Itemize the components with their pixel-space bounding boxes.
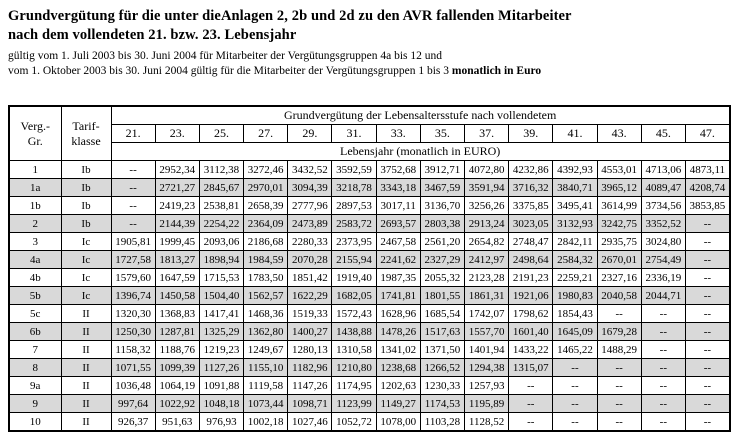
salary-value-cell: 1798,62 xyxy=(509,305,553,323)
table-row xyxy=(9,395,730,413)
salary-value-cell: 1628,96 xyxy=(376,305,420,323)
salary-value-cell: 1679,28 xyxy=(597,323,641,341)
salary-value-cell: -- xyxy=(641,341,685,359)
salary-value-cell: 2970,01 xyxy=(244,179,288,197)
salary-value-cell: -- xyxy=(509,395,553,413)
salary-table-header xyxy=(9,106,730,161)
salary-value-cell: -- xyxy=(685,413,729,432)
salary-value-cell: -- xyxy=(641,359,685,377)
tarifklasse-cell: Ib xyxy=(61,179,111,197)
salary-value-cell: 1174,95 xyxy=(332,377,376,395)
salary-value-cell: 1202,63 xyxy=(376,377,420,395)
salary-value-cell: 2561,20 xyxy=(420,233,464,251)
salary-value-cell: 2070,28 xyxy=(288,251,332,269)
salary-value-cell: 1098,71 xyxy=(288,395,332,413)
salary-value-cell: 3017,11 xyxy=(376,197,420,215)
salary-value-cell: 1813,27 xyxy=(155,251,199,269)
salary-value-cell: 1647,59 xyxy=(155,269,199,287)
salary-value-cell: 2803,38 xyxy=(420,215,464,233)
verg-gr-cell: 2 xyxy=(9,215,61,233)
salary-value-cell: 1984,59 xyxy=(244,251,288,269)
verg-gr-cell: 1 xyxy=(9,161,61,179)
salary-value-cell: 1465,22 xyxy=(553,341,597,359)
verg-gr-cell: 9 xyxy=(9,395,61,413)
verg-gr-cell: 6b xyxy=(9,323,61,341)
salary-value-cell: 1249,67 xyxy=(244,341,288,359)
verg-gr-cell: 5b xyxy=(9,287,61,305)
salary-value-cell: 1127,26 xyxy=(199,359,243,377)
col-group-subheader: Lebensjahr (monatlich in EURO) xyxy=(111,143,730,161)
salary-value-cell: 2777,96 xyxy=(288,197,332,215)
validity-note-line2-bold: monatlich in Euro xyxy=(451,65,542,77)
salary-value-cell: -- xyxy=(509,413,553,432)
salary-value-cell: 1362,80 xyxy=(244,323,288,341)
salary-value-cell: 2241,62 xyxy=(376,251,420,269)
tarifklasse-cell: Ib xyxy=(61,161,111,179)
validity-note xyxy=(8,49,729,79)
salary-value-cell: 1119,58 xyxy=(244,377,288,395)
validity-note-line2-text: vom 1. Oktober 2003 bis 30. Juni 2004 gültig für die Mitarbeiter der Vergütungsgruppen 1 bis 3 xyxy=(8,65,452,77)
salary-value-cell: 1147,26 xyxy=(288,377,332,395)
salary-value-cell: 1682,05 xyxy=(332,287,376,305)
salary-value-cell: 2538,81 xyxy=(199,197,243,215)
salary-value-cell: 3094,39 xyxy=(288,179,332,197)
salary-value-cell: 1854,43 xyxy=(553,305,597,323)
table-row xyxy=(9,413,730,432)
salary-value-cell: 1128,52 xyxy=(465,413,509,432)
salary-value-cell: -- xyxy=(553,413,597,432)
tarifklasse-cell: Ib xyxy=(61,215,111,233)
salary-value-cell: 1238,68 xyxy=(376,359,420,377)
salary-value-cell: 3614,99 xyxy=(597,197,641,215)
salary-value-cell: 2254,22 xyxy=(199,215,243,233)
salary-value-cell: 3256,26 xyxy=(465,197,509,215)
salary-value-cell: 1488,29 xyxy=(597,341,641,359)
salary-value-cell: 2044,71 xyxy=(641,287,685,305)
salary-value-cell: -- xyxy=(685,233,729,251)
salary-value-cell: 4232,86 xyxy=(509,161,553,179)
salary-value-cell: 1919,40 xyxy=(332,269,376,287)
salary-value-cell: 3375,85 xyxy=(509,197,553,215)
salary-value-cell: 1155,10 xyxy=(244,359,288,377)
salary-value-cell: 1861,31 xyxy=(465,287,509,305)
age-col-header: 31. xyxy=(332,125,376,143)
verg-gr-header-line2: Gr. xyxy=(27,133,43,148)
salary-value-cell: 3716,32 xyxy=(509,179,553,197)
salary-value-cell: 951,63 xyxy=(155,413,199,432)
salary-value-cell: 1230,33 xyxy=(420,377,464,395)
salary-value-cell: 1980,83 xyxy=(553,287,597,305)
salary-value-cell: 2373,95 xyxy=(332,233,376,251)
salary-value-cell: 1052,72 xyxy=(332,413,376,432)
salary-value-cell: -- xyxy=(685,305,729,323)
verg-gr-cell: 4b xyxy=(9,269,61,287)
salary-value-cell: 1433,22 xyxy=(509,341,553,359)
salary-value-cell: 2412,97 xyxy=(465,251,509,269)
salary-value-cell: 1123,99 xyxy=(332,395,376,413)
salary-value-cell: 2658,39 xyxy=(244,197,288,215)
col-group-header: Grundvergütung der Lebensaltersstufe nach vollendetem xyxy=(111,106,730,125)
salary-value-cell: 1294,38 xyxy=(465,359,509,377)
salary-value-cell: 3024,80 xyxy=(641,233,685,251)
verg-gr-cell: 1a xyxy=(9,179,61,197)
salary-value-cell: 1280,13 xyxy=(288,341,332,359)
salary-value-cell: -- xyxy=(597,377,641,395)
table-row xyxy=(9,377,730,395)
salary-value-cell: 3495,41 xyxy=(553,197,597,215)
salary-value-cell: 1579,60 xyxy=(111,269,155,287)
salary-value-cell: -- xyxy=(641,323,685,341)
page-title-line2: nach dem vollendeten 21. bzw. 23. Lebensjahr xyxy=(8,27,297,43)
salary-value-cell: 1557,70 xyxy=(465,323,509,341)
salary-value-cell: 3023,05 xyxy=(509,215,553,233)
verg-gr-cell: 10 xyxy=(9,413,61,432)
salary-value-cell: 2654,82 xyxy=(465,233,509,251)
salary-value-cell: -- xyxy=(553,377,597,395)
salary-value-cell: 1266,52 xyxy=(420,359,464,377)
salary-value-cell: 3218,78 xyxy=(332,179,376,197)
salary-value-cell: 2336,19 xyxy=(641,269,685,287)
verg-gr-cell: 3 xyxy=(9,233,61,251)
salary-value-cell: 3840,71 xyxy=(553,179,597,197)
age-col-header: 25. xyxy=(199,125,243,143)
salary-value-cell: 1898,94 xyxy=(199,251,243,269)
age-col-header: 45. xyxy=(641,125,685,143)
salary-value-cell: 2093,06 xyxy=(199,233,243,251)
salary-value-cell: 1091,88 xyxy=(199,377,243,395)
salary-value-cell: 1438,88 xyxy=(332,323,376,341)
salary-value-cell: 2144,39 xyxy=(155,215,199,233)
salary-value-cell: 976,93 xyxy=(199,413,243,432)
salary-value-cell: 3734,56 xyxy=(641,197,685,215)
age-col-header: 29. xyxy=(288,125,332,143)
salary-value-cell: 4873,11 xyxy=(685,161,729,179)
salary-value-cell: 1400,27 xyxy=(288,323,332,341)
salary-value-cell: 2055,32 xyxy=(420,269,464,287)
salary-value-cell: 4208,74 xyxy=(685,179,729,197)
salary-value-cell: 1715,53 xyxy=(199,269,243,287)
salary-value-cell: 1371,50 xyxy=(420,341,464,359)
salary-value-cell: 2327,16 xyxy=(597,269,641,287)
table-row xyxy=(9,197,730,215)
verg-gr-header-line1: Verg.- xyxy=(20,118,50,133)
age-col-header: 27. xyxy=(244,125,288,143)
tarifklasse-header xyxy=(61,106,111,161)
salary-value-cell: 2155,94 xyxy=(332,251,376,269)
salary-value-cell: 2191,23 xyxy=(509,269,553,287)
salary-value-cell: 1783,50 xyxy=(244,269,288,287)
salary-value-cell: 3467,59 xyxy=(420,179,464,197)
age-header-row xyxy=(9,125,730,143)
tarifklasse-cell: II xyxy=(61,341,111,359)
salary-value-cell: 1921,06 xyxy=(509,287,553,305)
salary-value-cell: -- xyxy=(597,395,641,413)
salary-value-cell: 3272,46 xyxy=(244,161,288,179)
salary-value-cell: 1158,32 xyxy=(111,341,155,359)
age-col-header: 21. xyxy=(111,125,155,143)
table-row xyxy=(9,215,730,233)
salary-value-cell: 1257,93 xyxy=(465,377,509,395)
salary-value-cell: 2845,67 xyxy=(199,179,243,197)
salary-value-cell: 1315,07 xyxy=(509,359,553,377)
salary-value-cell: -- xyxy=(685,287,729,305)
salary-value-cell: 926,37 xyxy=(111,413,155,432)
salary-value-cell: 3112,38 xyxy=(199,161,243,179)
salary-value-cell: 3136,70 xyxy=(420,197,464,215)
salary-value-cell: 1174,53 xyxy=(420,395,464,413)
tarifklasse-cell: II xyxy=(61,377,111,395)
salary-value-cell: 1368,83 xyxy=(155,305,199,323)
salary-value-cell: 1622,29 xyxy=(288,287,332,305)
salary-value-cell: 2584,32 xyxy=(553,251,597,269)
salary-value-cell: -- xyxy=(553,359,597,377)
salary-value-cell: -- xyxy=(641,413,685,432)
salary-value-cell: 1396,74 xyxy=(111,287,155,305)
salary-value-cell: -- xyxy=(685,377,729,395)
salary-value-cell: 997,64 xyxy=(111,395,155,413)
salary-value-cell: 2748,47 xyxy=(509,233,553,251)
salary-value-cell: -- xyxy=(685,341,729,359)
table-row xyxy=(9,305,730,323)
salary-value-cell: -- xyxy=(685,323,729,341)
page-title-line1: Grundvergütung für die unter dieAnlagen 2, 2b und 2d zu den AVR fallenden Mitarbeiter xyxy=(8,8,572,24)
salary-value-cell: -- xyxy=(111,161,155,179)
salary-value-cell: 3752,68 xyxy=(376,161,420,179)
salary-value-cell: 1022,92 xyxy=(155,395,199,413)
salary-value-cell: -- xyxy=(685,395,729,413)
tarifklasse-header-line2: klasse xyxy=(71,133,101,148)
salary-value-cell: 3591,94 xyxy=(465,179,509,197)
salary-value-cell: 1048,18 xyxy=(199,395,243,413)
salary-value-cell: 1450,58 xyxy=(155,287,199,305)
salary-value-cell: 1195,89 xyxy=(465,395,509,413)
salary-value-cell: 1905,81 xyxy=(111,233,155,251)
tarifklasse-cell: Ic xyxy=(61,233,111,251)
salary-value-cell: 3853,85 xyxy=(685,197,729,215)
salary-value-cell: 1149,27 xyxy=(376,395,420,413)
salary-value-cell: 1999,45 xyxy=(155,233,199,251)
salary-value-cell: 1071,55 xyxy=(111,359,155,377)
salary-value-cell: 4089,47 xyxy=(641,179,685,197)
salary-value-cell: -- xyxy=(111,215,155,233)
salary-value-cell: 1801,55 xyxy=(420,287,464,305)
validity-note-line2 xyxy=(8,64,729,79)
salary-value-cell: 1219,23 xyxy=(199,341,243,359)
page-title xyxy=(8,7,729,45)
salary-value-cell: -- xyxy=(597,359,641,377)
tarifklasse-cell: Ib xyxy=(61,197,111,215)
tarifklasse-header-line1: Tarif- xyxy=(72,118,100,133)
tarifklasse-cell: II xyxy=(61,395,111,413)
age-col-header: 47. xyxy=(685,125,729,143)
salary-value-cell: -- xyxy=(111,179,155,197)
tarifklasse-cell: II xyxy=(61,323,111,341)
salary-value-cell: 2327,29 xyxy=(420,251,464,269)
verg-gr-header xyxy=(9,106,61,161)
salary-value-cell: -- xyxy=(641,395,685,413)
salary-value-cell: -- xyxy=(641,377,685,395)
tarifklasse-cell: II xyxy=(61,359,111,377)
salary-value-cell: 1727,58 xyxy=(111,251,155,269)
salary-value-cell: -- xyxy=(597,413,641,432)
salary-value-cell: 1685,54 xyxy=(420,305,464,323)
salary-value-cell: 2123,28 xyxy=(465,269,509,287)
salary-table-body xyxy=(9,161,730,432)
age-col-header: 37. xyxy=(465,125,509,143)
salary-value-cell: 1468,36 xyxy=(244,305,288,323)
table-row xyxy=(9,287,730,305)
salary-value-cell: 4392,93 xyxy=(553,161,597,179)
salary-value-cell: 1478,26 xyxy=(376,323,420,341)
salary-value-cell: 3432,52 xyxy=(288,161,332,179)
salary-value-cell: 2693,57 xyxy=(376,215,420,233)
salary-value-cell: 3592,59 xyxy=(332,161,376,179)
table-row xyxy=(9,161,730,179)
table-row xyxy=(9,269,730,287)
salary-value-cell: 1103,28 xyxy=(420,413,464,432)
age-col-header: 23. xyxy=(155,125,199,143)
verg-gr-cell: 1b xyxy=(9,197,61,215)
salary-value-cell: 3912,71 xyxy=(420,161,464,179)
salary-value-cell: 2473,89 xyxy=(288,215,332,233)
salary-value-cell: 1504,40 xyxy=(199,287,243,305)
salary-value-cell: 2280,33 xyxy=(288,233,332,251)
age-col-header: 39. xyxy=(509,125,553,143)
salary-value-cell: 2186,68 xyxy=(244,233,288,251)
verg-gr-cell: 4a xyxy=(9,251,61,269)
salary-value-cell: 1851,42 xyxy=(288,269,332,287)
table-row xyxy=(9,179,730,197)
verg-gr-cell: 5c xyxy=(9,305,61,323)
age-col-header: 43. xyxy=(597,125,641,143)
salary-value-cell: 2583,72 xyxy=(332,215,376,233)
salary-value-cell: 2721,27 xyxy=(155,179,199,197)
salary-value-cell: 2040,58 xyxy=(597,287,641,305)
table-row xyxy=(9,251,730,269)
salary-value-cell: 2259,21 xyxy=(553,269,597,287)
salary-value-cell: 3965,12 xyxy=(597,179,641,197)
table-row xyxy=(9,323,730,341)
salary-value-cell: 1064,19 xyxy=(155,377,199,395)
salary-value-cell: 2670,01 xyxy=(597,251,641,269)
salary-value-cell: -- xyxy=(597,305,641,323)
salary-value-cell: -- xyxy=(685,359,729,377)
salary-value-cell: 1417,41 xyxy=(199,305,243,323)
tarifklasse-cell: II xyxy=(61,305,111,323)
verg-gr-cell: 8 xyxy=(9,359,61,377)
salary-value-cell: 1572,43 xyxy=(332,305,376,323)
salary-value-cell: 1182,96 xyxy=(288,359,332,377)
salary-value-cell: 1310,58 xyxy=(332,341,376,359)
salary-value-cell: 4553,01 xyxy=(597,161,641,179)
salary-value-cell: 1741,81 xyxy=(376,287,420,305)
age-col-header: 33. xyxy=(376,125,420,143)
salary-value-cell: 1036,48 xyxy=(111,377,155,395)
tarifklasse-cell: Ic xyxy=(61,269,111,287)
salary-value-cell: -- xyxy=(685,215,729,233)
salary-value-cell: 1027,46 xyxy=(288,413,332,432)
salary-value-cell: 2364,09 xyxy=(244,215,288,233)
salary-value-cell: 1099,39 xyxy=(155,359,199,377)
salary-value-cell: -- xyxy=(553,395,597,413)
salary-value-cell: 4072,80 xyxy=(465,161,509,179)
salary-value-cell: 1287,81 xyxy=(155,323,199,341)
salary-value-cell: 2498,64 xyxy=(509,251,553,269)
salary-value-cell: 1002,18 xyxy=(244,413,288,432)
table-row xyxy=(9,359,730,377)
table-row xyxy=(9,341,730,359)
salary-value-cell: -- xyxy=(641,305,685,323)
salary-value-cell: 1517,63 xyxy=(420,323,464,341)
salary-value-cell: -- xyxy=(111,197,155,215)
validity-note-line1: gültig vom 1. Juli 2003 bis 30. Juni 2004 für Mitarbeiter der Vergütungsgruppen 4a bis 12 und xyxy=(8,50,442,62)
salary-value-cell: 1401,94 xyxy=(465,341,509,359)
salary-value-cell: 1341,02 xyxy=(376,341,420,359)
salary-value-cell: 1601,40 xyxy=(509,323,553,341)
verg-gr-cell: 7 xyxy=(9,341,61,359)
age-col-header: 35. xyxy=(420,125,464,143)
verg-gr-cell: 9a xyxy=(9,377,61,395)
salary-table xyxy=(8,105,731,432)
salary-value-cell: 1325,29 xyxy=(199,323,243,341)
salary-value-cell: 3132,93 xyxy=(553,215,597,233)
salary-value-cell: 1073,44 xyxy=(244,395,288,413)
salary-value-cell: 1987,35 xyxy=(376,269,420,287)
salary-value-cell: -- xyxy=(509,377,553,395)
salary-value-cell: 1078,00 xyxy=(376,413,420,432)
salary-value-cell: 3343,18 xyxy=(376,179,420,197)
salary-value-cell: 2754,49 xyxy=(641,251,685,269)
salary-value-cell: 1210,80 xyxy=(332,359,376,377)
salary-value-cell: 2935,75 xyxy=(597,233,641,251)
tarifklasse-cell: Ic xyxy=(61,251,111,269)
salary-value-cell: 1519,33 xyxy=(288,305,332,323)
salary-value-cell: 4713,06 xyxy=(641,161,685,179)
salary-value-cell: -- xyxy=(685,269,729,287)
salary-value-cell: 1188,76 xyxy=(155,341,199,359)
salary-value-cell: 2952,34 xyxy=(155,161,199,179)
salary-value-cell: 1320,30 xyxy=(111,305,155,323)
salary-value-cell: 2897,53 xyxy=(332,197,376,215)
tarifklasse-cell: Ic xyxy=(61,287,111,305)
age-col-header: 41. xyxy=(553,125,597,143)
salary-value-cell: -- xyxy=(685,251,729,269)
salary-value-cell: 1742,07 xyxy=(465,305,509,323)
salary-value-cell: 2419,23 xyxy=(155,197,199,215)
salary-value-cell: 3352,52 xyxy=(641,215,685,233)
tarifklasse-cell: II xyxy=(61,413,111,432)
salary-value-cell: 3242,75 xyxy=(597,215,641,233)
table-row xyxy=(9,233,730,251)
salary-value-cell: 2842,11 xyxy=(553,233,597,251)
salary-value-cell: 1562,57 xyxy=(244,287,288,305)
salary-value-cell: 1250,30 xyxy=(111,323,155,341)
salary-value-cell: 2913,24 xyxy=(465,215,509,233)
salary-value-cell: 1645,09 xyxy=(553,323,597,341)
salary-value-cell: 2467,58 xyxy=(376,233,420,251)
